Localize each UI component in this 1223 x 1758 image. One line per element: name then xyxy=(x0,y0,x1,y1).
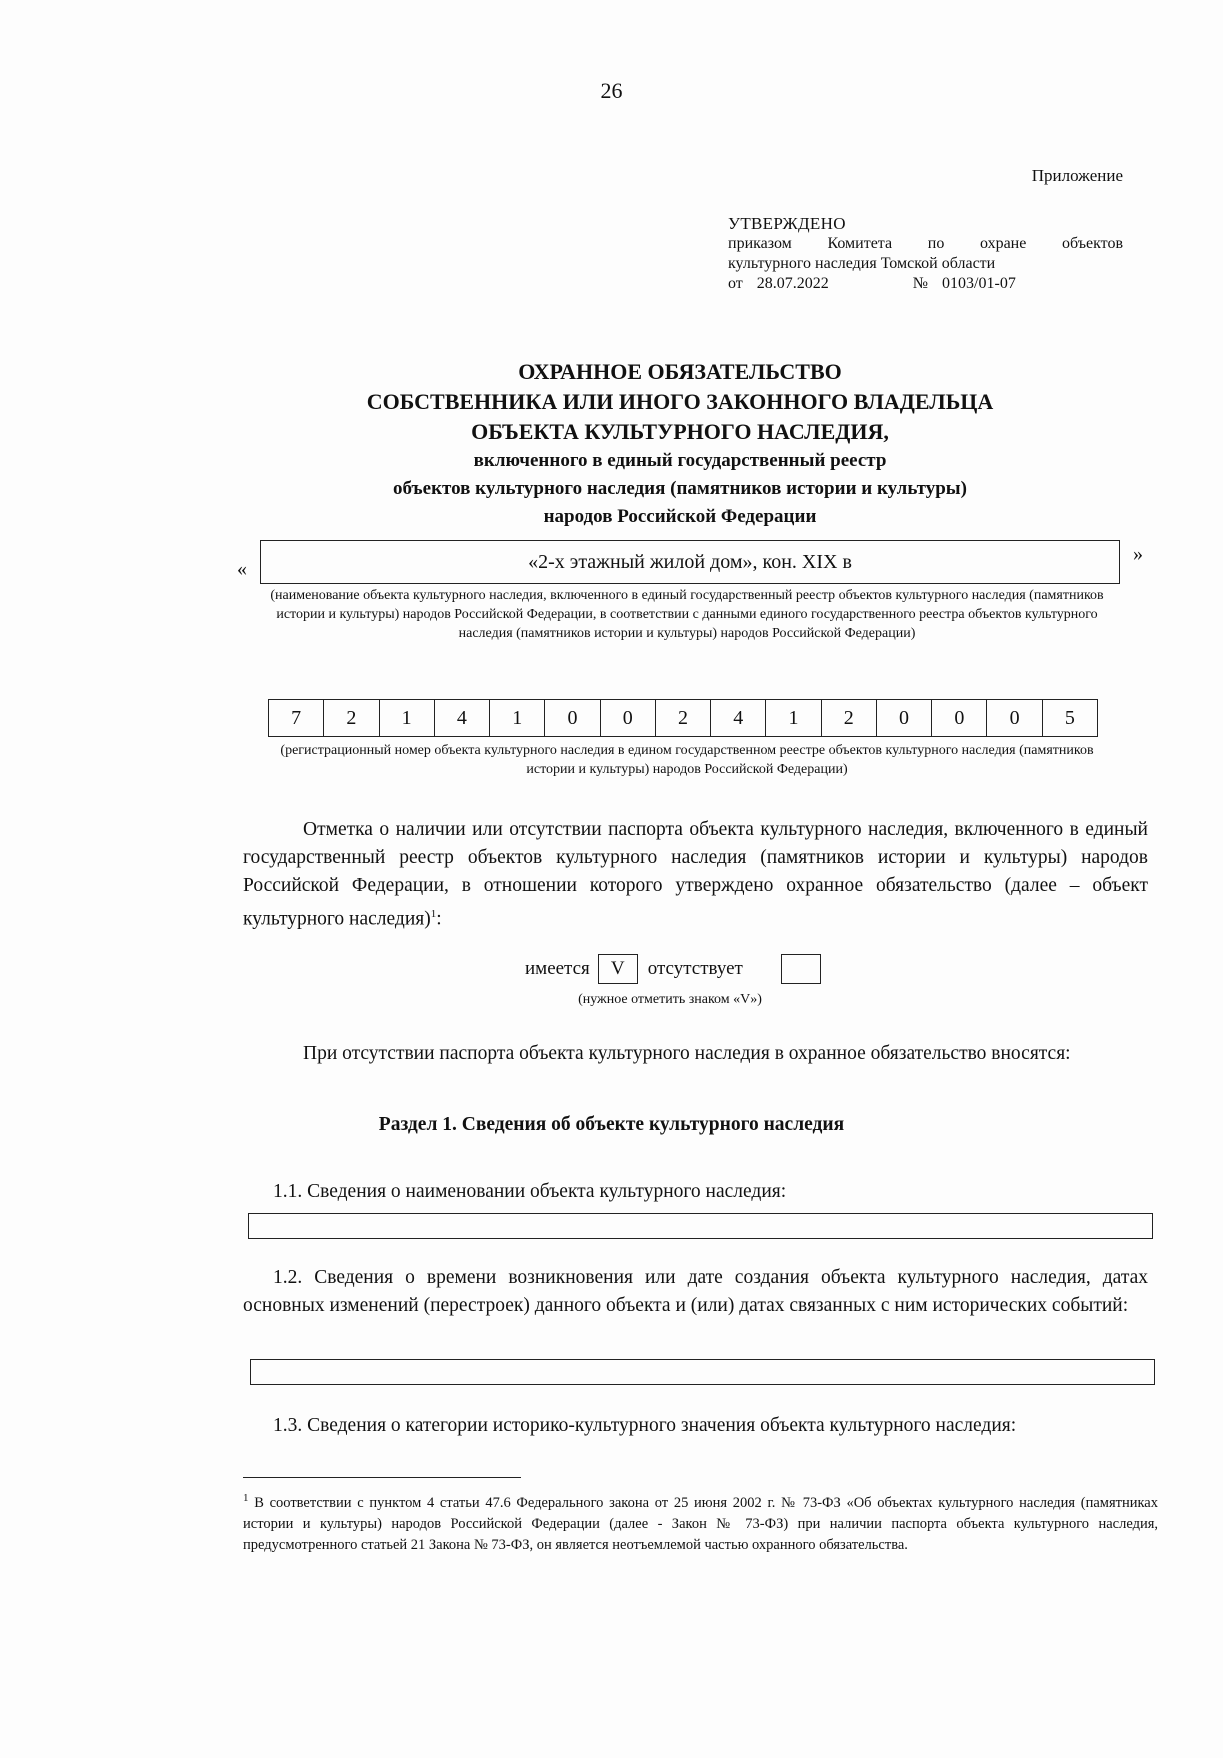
registration-caption: (регистрационный номер объекта культурного наследия в едином государственном реестре объектов культурного наследия (памятников истории и культуры) народов Российской Федерации) xyxy=(280,743,1094,777)
object-name-field[interactable]: «2-х этажный жилой дом», кон. XIX в xyxy=(260,540,1120,584)
page-number: 26 xyxy=(600,78,623,103)
footnote-text: В соответствии с пунктом 4 статьи 47.6 Федерального закона от 25 июня 2002 г. № 73-ФЗ «Об объектах культурного наследия (памятниках истории и культуры) народов Российской Федерации (далее - Закон № 73-ФЗ) при наличии паспорта объекта культурного наследия, предусмотренного статьей 21 Закона № 73-ФЗ, он является неотъемлемой частью охранного обязательства. xyxy=(243,1494,1158,1553)
approval-heading: УТВЕРЖДЕНО xyxy=(728,214,846,233)
reg-digit-cell[interactable]: 5 xyxy=(1042,700,1097,736)
absent-checkbox[interactable] xyxy=(781,954,821,984)
reg-digit-cell[interactable]: 1 xyxy=(489,700,544,736)
approval-date: 28.07.2022 xyxy=(756,275,829,292)
no-passport-text: При отсутствии паспорта объекта культурного наследия в охранное обязательство вносятся: xyxy=(303,1043,1071,1064)
close-quote: » xyxy=(1133,543,1143,565)
reg-digit-cell[interactable]: 2 xyxy=(323,700,378,736)
passport-colon: : xyxy=(436,908,442,930)
reg-digit-cell[interactable]: 0 xyxy=(600,700,655,736)
title-line-6: народов Российской Федерации xyxy=(543,506,817,527)
passport-mark-row xyxy=(525,954,821,984)
document-title xyxy=(260,357,1100,531)
title-line-1: ОХРАННОЕ ОБЯЗАТЕЛЬСТВО xyxy=(518,359,842,384)
reg-digit-cell[interactable]: 1 xyxy=(379,700,434,736)
passport-text: Отметка о наличии или отсутствии паспорта объекта культурного наследия, включенного в единый государственный реестр объектов культурного наследия (памятников истории и культуры) народов Российской Федерации, в отношении которого утверждено охранное обязательство (далее – объект культурного наследия) xyxy=(243,819,1148,930)
title-line-5: объектов культурного наследия (памятников истории и культуры) xyxy=(393,478,967,499)
absent-label: отсутствует xyxy=(647,958,743,979)
present-checkbox[interactable]: V xyxy=(598,954,638,984)
item-1-3-label: 1.3. Сведения о категории историко-культурного значения объекта культурного наследия: xyxy=(273,1415,1017,1436)
title-line-3: ОБЪЕКТА КУЛЬТУРНОГО НАСЛЕДИЯ, xyxy=(471,419,889,444)
registration-number-field xyxy=(268,699,1098,737)
footnote-marker: 1 xyxy=(243,1492,249,1504)
mark-hint: (нужное отметить знаком «V») xyxy=(578,992,762,1007)
open-quote: « xyxy=(237,558,247,580)
appendix-label: Приложение xyxy=(1031,166,1123,185)
item-1-1-label: 1.1. Сведения о наименовании объекта культурного наследия: xyxy=(273,1181,787,1202)
item-1-2 xyxy=(243,1264,1148,1320)
item-1-2-field[interactable] xyxy=(250,1359,1155,1385)
title-line-4: включенного в единый государственный реестр xyxy=(473,450,887,471)
approval-line-2: культурного наследия Томской области xyxy=(728,255,996,272)
title-line-2: СОБСТВЕННИКА ИЛИ ИНОГО ЗАКОННОГО ВЛАДЕЛЬЦА xyxy=(366,389,994,414)
passport-paragraph xyxy=(243,816,1148,934)
present-label: имеется xyxy=(525,958,590,979)
approval-number: 0103/01-07 xyxy=(942,275,1016,292)
approval-line-1: приказом Комитета по охране объектов xyxy=(728,235,1123,252)
reg-digit-cell[interactable]: 0 xyxy=(931,700,986,736)
reg-digit-cell[interactable]: 4 xyxy=(434,700,489,736)
reg-digit-cell[interactable]: 4 xyxy=(710,700,765,736)
approval-date-prefix: от xyxy=(728,275,743,292)
footnote-ref: 1 xyxy=(430,908,437,920)
approval-number-prefix: № xyxy=(912,275,929,292)
item-1-1-field[interactable] xyxy=(248,1213,1153,1239)
approval-block xyxy=(728,214,1123,294)
reg-digit-cell[interactable]: 0 xyxy=(544,700,599,736)
section-1-title: Раздел 1. Сведения об объекте культурного наследия xyxy=(378,1114,845,1135)
item-1-3 xyxy=(243,1412,1148,1440)
reg-digit-cell[interactable]: 2 xyxy=(655,700,710,736)
reg-digit-cell[interactable]: 2 xyxy=(821,700,876,736)
reg-digit-cell[interactable]: 1 xyxy=(765,700,820,736)
item-1-1 xyxy=(243,1178,1148,1206)
reg-digit-cell[interactable]: 0 xyxy=(876,700,931,736)
reg-digit-cell[interactable]: 7 xyxy=(291,707,302,729)
reg-digit-cell[interactable]: 0 xyxy=(986,700,1041,736)
footnote-divider xyxy=(243,1477,521,1478)
approval-date-row xyxy=(728,274,1123,294)
no-passport-paragraph xyxy=(243,1040,1148,1068)
object-name-caption: (наименование объекта культурного наследия, включенного в единый государственный реестр объектов культурного наследия (памятников истории и культуры) народов Российской Федерации, в соответствии с данными единого государственного реестра объектов культурного наследия (памятников истории и культуры) народов Российской Федерации) xyxy=(270,588,1104,641)
footnote xyxy=(243,1488,1158,1556)
item-1-2-label: 1.2. Сведения о времени возникновения или дате создания объекта культурного наследия, датах основных изменений (перестроек) данного объекта и (или) датах связанных с ним исторических событий: xyxy=(243,1267,1148,1316)
